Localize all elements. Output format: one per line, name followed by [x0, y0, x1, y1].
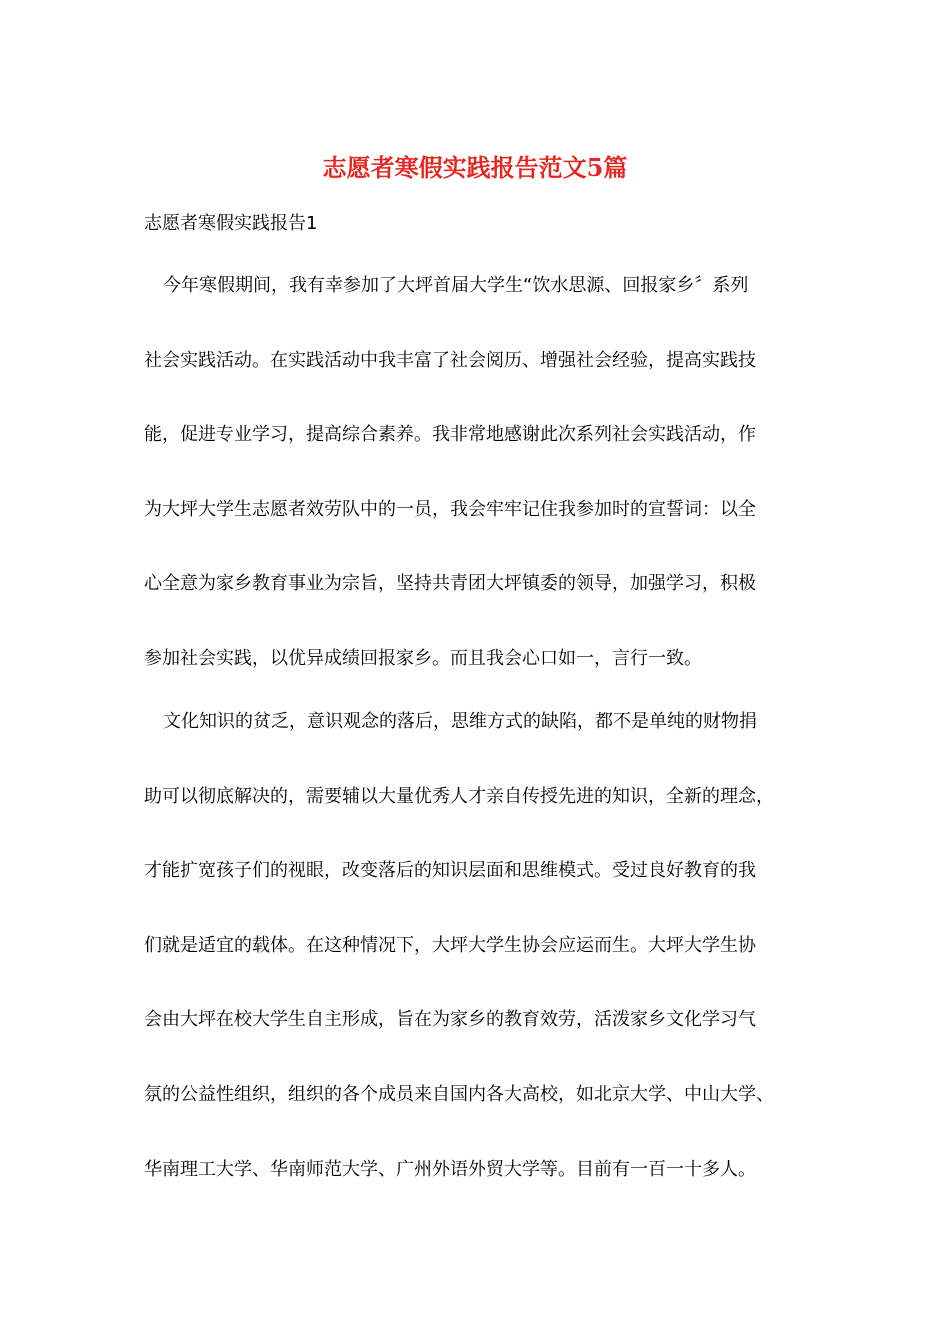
paragraph-line: 华南理工大学、华南师范大学、广州外语外贸大学等。目前有一百一十多人。 — [144, 1158, 756, 1180]
paragraph-line: 今年寒假期间，我有幸参加了大坪首届大学生“饮水思源、回报家乡〞系列 — [163, 275, 749, 296]
paragraph-line: 们就是适宜的载体。在这种情况下，大坪大学生协会应运而生。大坪大学生协 — [144, 934, 756, 956]
paragraph-line: 氛的公益性组织，组织的各个成员来自国内各大高校，如北京大学、中山大学、 — [144, 1083, 774, 1105]
section-heading: 志愿者寒假实践报告1 — [144, 213, 318, 234]
paragraph-line: 社会实践活动。在实践活动中我丰富了社会阅历、增强社会经验，提高实践技 — [144, 349, 756, 371]
paragraph-line: 助可以彻底解决的，需要辅以大量优秀人才亲自传授先进的知识，全新的理念， — [144, 785, 774, 807]
paragraph-line: 会由大坪在校大学生自主形成，旨在为家乡的教育效劳，活泼家乡文化学习气 — [144, 1009, 756, 1031]
paragraph-line: 文化知识的贫乏，意识观念的落后，思维方式的缺陷，都不是单纯的财物捐 — [163, 711, 757, 732]
paragraph-line: 为大坪大学生志愿者效劳队中的一员，我会牢牢记住我参加时的宣誓词：以全 — [144, 498, 756, 520]
paragraph-line: 能，促进专业学习，提高综合素养。我非常地感谢此次系列社会实践活动，作 — [144, 424, 756, 446]
document-title: 志愿者寒假实践报告范文5篇 — [322, 153, 628, 182]
paragraph-1 — [144, 270, 814, 718]
paragraph-line: 才能扩宽孩子们的视眼，改变落后的知识层面和思维模式。受过良好教育的我 — [144, 860, 756, 882]
paragraph-line: 参加社会实践，以优异成绩回报家乡。而且我会心口如一，言行一致。 — [144, 647, 702, 669]
paragraph-2 — [144, 706, 814, 1228]
paragraph-line: 心全意为家乡教育事业为宗旨，坚持共青团大坪镇委的领导，加强学习，积极 — [144, 573, 756, 595]
